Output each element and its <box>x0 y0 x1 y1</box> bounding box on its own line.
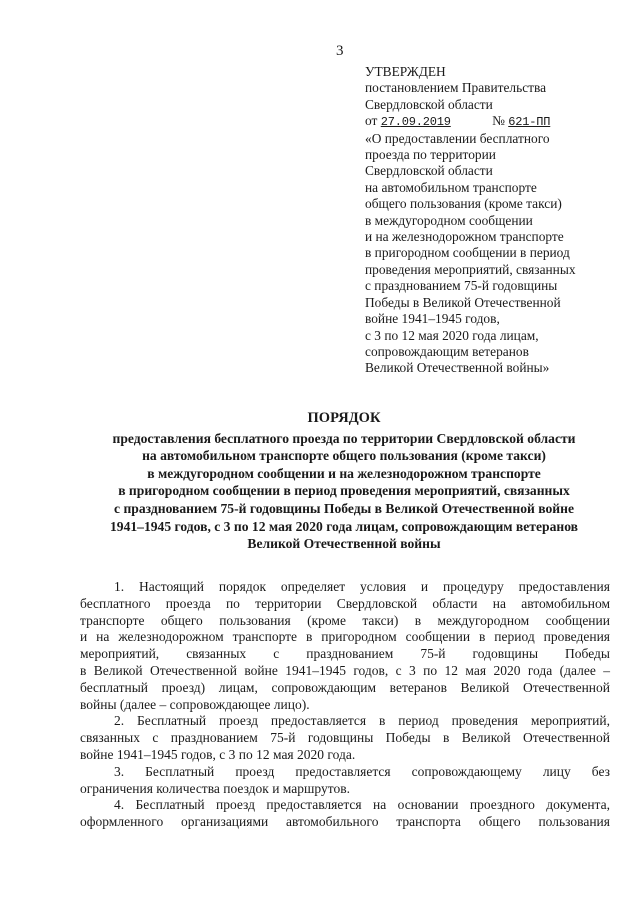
title-line: на автомобильном транспорте общего пользования (кроме такси) <box>142 448 546 464</box>
approval-line: Свердловской области <box>365 96 493 112</box>
subject-line: на автомобильном транспорте <box>365 179 537 195</box>
subject-line: сопровождающим ветеранов <box>365 343 529 359</box>
subject-line: с 3 по 12 мая 2020 года лицам, <box>365 327 539 343</box>
text-line: войны (далее – сопровождающее лицо). <box>80 696 310 712</box>
subject-line: Победы в Великой Отечественной <box>365 294 561 310</box>
number-prefix: № <box>492 113 505 129</box>
subject-line: «О предоставлении бесплатного <box>365 130 550 146</box>
text-line: 3. Бесплатный проезд предоставляется сопровождающему лицу без <box>114 763 610 779</box>
paragraph-1 <box>80 579 610 713</box>
subject-line: проезда по территории <box>365 147 496 163</box>
title-line: предоставления бесплатного проезда по территории Свердловской области <box>112 430 576 446</box>
subject-line: Великой Отечественной войны» <box>365 360 550 376</box>
text-line: мероприятий, связанных с празднованием 75-й годовщины Победы <box>80 646 610 662</box>
text-line: оформленного организациями автомобильного транспорта общего пользования <box>80 814 610 830</box>
title-heading: ПОРЯДОК <box>307 410 381 426</box>
title-line: с празднованием 75-й годовщины Победы в Великой Отечественной войне <box>114 500 574 516</box>
title-line: 1941–1945 годов, с 3 по 12 мая 2020 года лицам, сопровождающим ветеранов <box>109 518 579 534</box>
text-line: 2. Бесплатный проезд предоставляется в период проведения мероприятий, <box>114 713 610 729</box>
title-line: в пригородном сообщении в период проведения мероприятий, связанных <box>118 483 570 499</box>
paragraph-4 <box>80 797 610 831</box>
text-line: бесплатный проезд) лицам, сопровождающим ветеранов Великой Отечественной <box>80 679 610 695</box>
subject-line: и на железнодорожном транспорте <box>365 229 564 245</box>
subject-line: с празднованием 75-й годовщины <box>365 278 558 294</box>
paragraph-3 <box>80 764 610 798</box>
subject-line: в междугородном сообщении <box>365 212 533 228</box>
subject-line: Свердловской области <box>365 163 493 179</box>
approval-number: 621-ПП <box>508 115 551 130</box>
page-number: 3 <box>336 43 344 59</box>
text-line: связанных с празднованием 75-й годовщины Победы в Великой Отечественной <box>80 730 610 746</box>
text-line: 1. Настоящий порядок определяет условия и процедуру предоставления <box>114 579 610 594</box>
text-line: транспорте общего пользования (кроме такси) в междугородном сообщении <box>80 612 610 628</box>
approval-stamp: УТВЕРЖДЕН <box>365 64 446 79</box>
text-line: бесплатного проезда по территории Свердловской области на автомобильном <box>80 595 610 611</box>
title-line: в междугородном сообщении и на железнодорожном транспорте <box>147 465 541 481</box>
paragraph-2 <box>80 713 610 763</box>
document-title <box>80 410 608 553</box>
text-line: 4. Бесплатный проезд предоставляется на основании проездного документа, <box>114 797 610 813</box>
approval-date: 27.09.2019 <box>380 115 451 130</box>
document-body <box>80 579 610 831</box>
subject-line: в пригородном сообщении в период <box>365 245 570 261</box>
text-line: войне 1941–1945 годов, с 3 по 12 мая 2020 года. <box>80 746 356 762</box>
subject-line: проведения мероприятий, связанных <box>365 261 576 277</box>
text-line: и на железнодорожном транспорте в пригородном сообщении в период проведения <box>80 629 610 645</box>
text-line: ограничения количества поездок и маршрутов. <box>80 780 350 796</box>
approval-date-line <box>365 113 627 130</box>
date-prefix: от <box>365 113 378 129</box>
approval-line: постановлением Правительства <box>365 80 547 96</box>
text-line: в Великой Отечественной войне 1941–1945 годов, с 3 по 12 мая 2020 года (далее – <box>80 662 610 678</box>
approval-block <box>365 64 627 377</box>
subject-line: общего пользования (кроме такси) <box>365 196 562 212</box>
subject-line: войне 1941–1945 годов, <box>365 311 500 327</box>
title-line: Великой Отечественной войны <box>247 536 441 552</box>
